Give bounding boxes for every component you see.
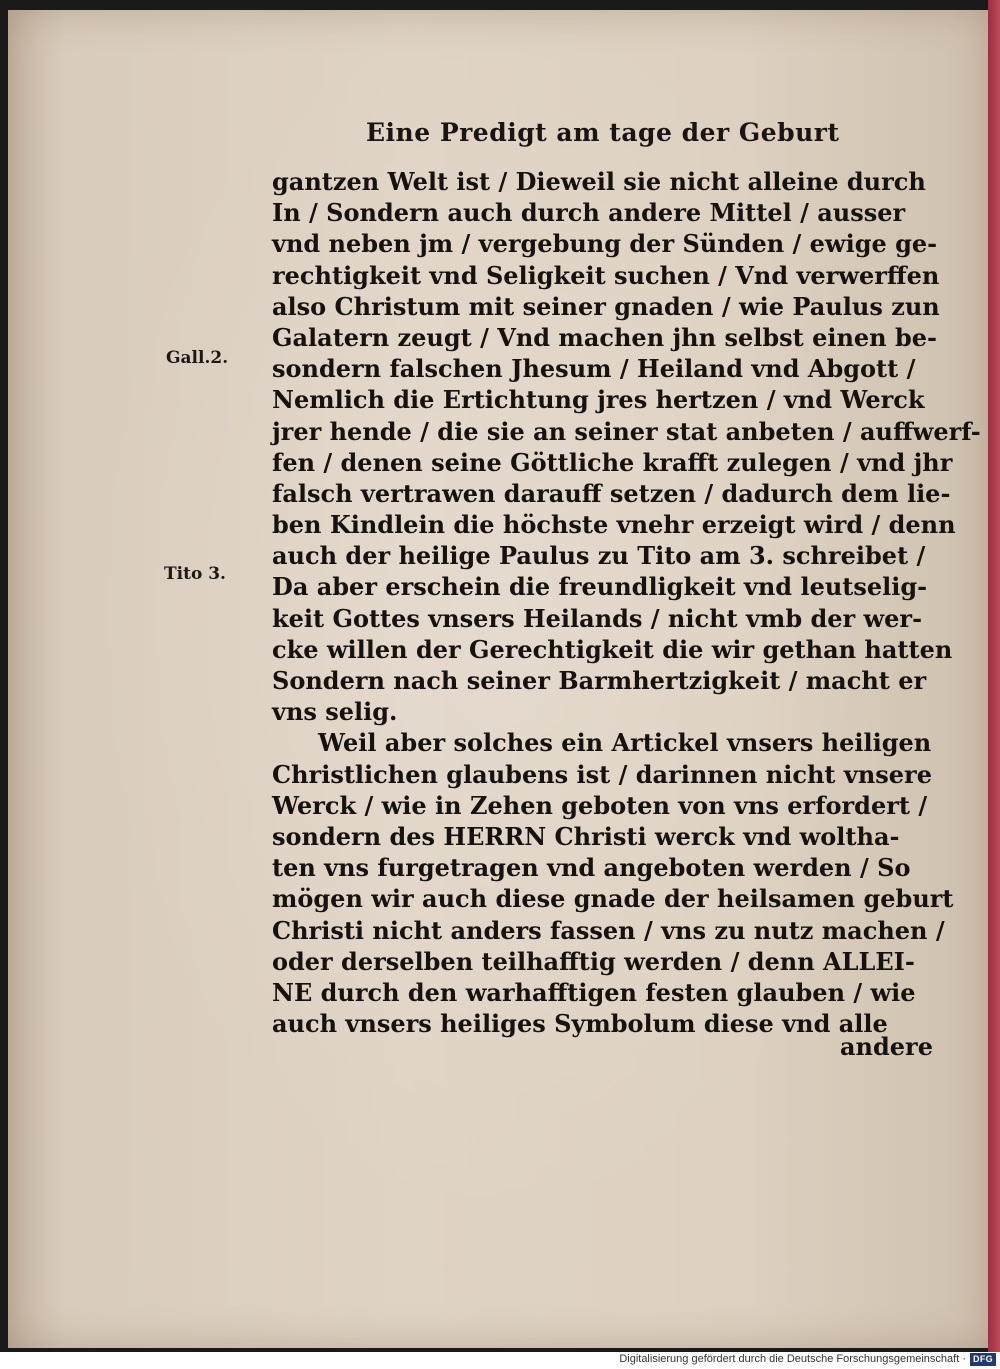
- text-line: Sondern nach seiner Barmhertzigkeit / macht er: [272, 666, 927, 695]
- text-line: Werck / wie in Zehen geboten von vns erfordert /: [272, 790, 928, 820]
- paper-page: [8, 10, 990, 1348]
- text-line: Christi nicht anders fassen / vns zu nutz machen /: [272, 915, 945, 945]
- text-line: Galatern zeugt / Vnd machen jhn selbst einen be-: [272, 322, 937, 352]
- body-text: [272, 166, 981, 1039]
- text-line: auch vnsers heiliges Symbolum diese vnd alle: [272, 1009, 888, 1039]
- text-line: gantzen Welt ist / Dieweil sie nicht alleine durch: [272, 167, 926, 196]
- footer-credit: Digitalisierung gefördert durch die Deutsche Forschungsgemeinschaft ·: [619, 1353, 966, 1365]
- catchword: andere: [840, 1032, 933, 1061]
- marginal-note-titus: Tito 3.: [164, 564, 226, 584]
- dfg-logo-icon: DFG: [970, 1353, 996, 1366]
- text-line: oder derselben teilhafftig werden / denn ALLEI-: [272, 946, 915, 976]
- scan-edge-strip: [988, 0, 1000, 1352]
- text-line: NE durch den warhafftigen festen glauben / wie: [272, 977, 916, 1007]
- text-line: mögen wir auch diese gnade der heilsamen geburt: [272, 884, 954, 914]
- footer-bar: [0, 1352, 1000, 1369]
- text-line: cke willen der Gerechtigkeit die wir gethan hatten: [272, 634, 953, 664]
- text-line: also Christum mit seiner gnaden / wie Paulus zun: [272, 291, 940, 321]
- text-line: fen / denen seine Göttliche krafft zulegen / vnd jhr: [272, 447, 953, 477]
- text-line: ben Kindlein die höchste vnehr erzeigt wird / denn: [272, 510, 956, 540]
- text-line: keit Gottes vnsers Heilands / nicht vmb der wer-: [272, 603, 923, 633]
- text-line: Da aber erschein die freundligkeit vnd leutselig-: [272, 572, 928, 602]
- running-head: Eine Predigt am tage der Geburt: [366, 118, 840, 147]
- text-line: jrer hende / die sie an seiner stat anbeten / auffwerf-: [272, 416, 981, 446]
- text-line: ten vns furgetragen vnd angeboten werden / So: [272, 853, 911, 883]
- text-line: Nemlich die Ertichtung jres hertzen / vnd Werck: [272, 385, 925, 415]
- text-line-paragraph-start: Weil aber solches ein Artickel vnsers heiligen: [318, 728, 932, 758]
- text-line: In / Sondern auch durch andere Mittel / ausser: [272, 198, 906, 228]
- text-line: vnd neben jm / vergebung der Sünden / ewige ge-: [272, 229, 938, 259]
- text-line: sondern des HERRN Christi werck vnd woltha-: [272, 821, 900, 851]
- text-line: sondern falschen Jhesum / Heiland vnd Abgott /: [272, 354, 916, 384]
- marginal-note-galatians: Gall.2.: [166, 348, 229, 368]
- text-line: vns selig.: [272, 697, 398, 727]
- text-line: Christlichen glaubens ist / darinnen nicht vnsere: [272, 759, 932, 789]
- text-line: falsch vertrawen darauff setzen / dadurch dem lie-: [272, 478, 951, 508]
- text-line: auch der heilige Paulus zu Tito am 3. schreibet /: [272, 541, 926, 571]
- text-line: rechtigkeit vnd Seligkeit suchen / Vnd verwerffen: [272, 260, 940, 290]
